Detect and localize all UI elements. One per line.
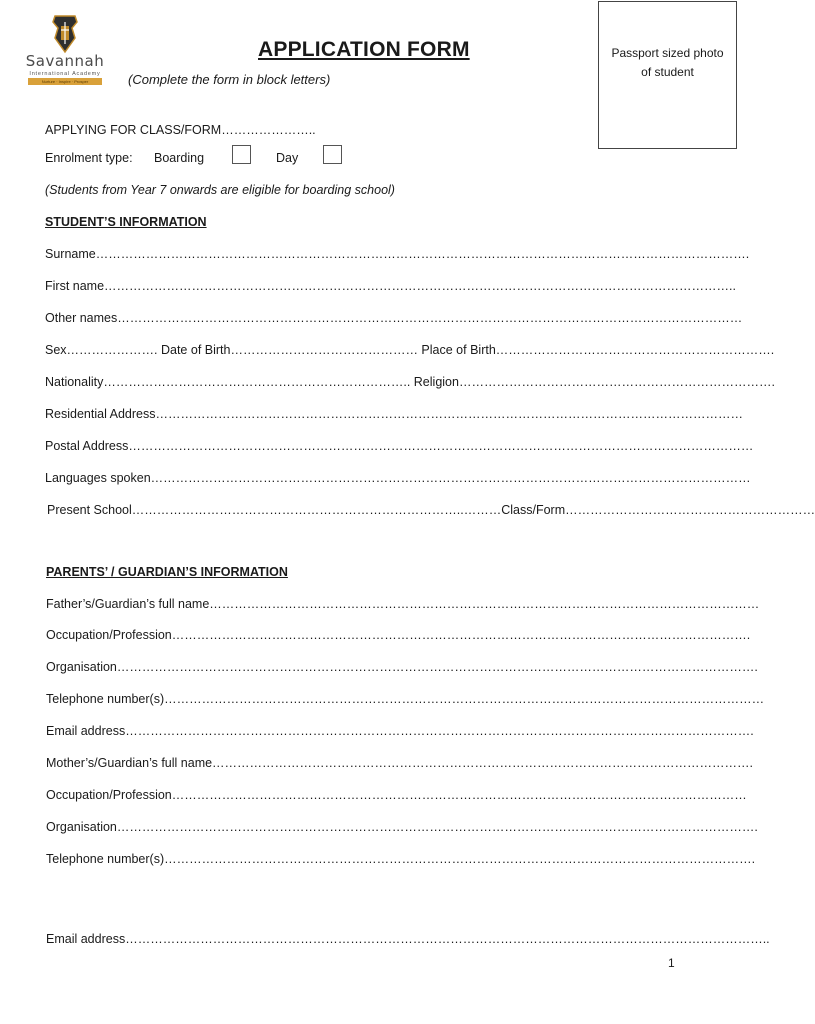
father-organisation-field[interactable]: Organisation………………………………………………………………………………………………………………………………………. (46, 660, 758, 674)
mother-telephone-field[interactable]: Telephone number(s)……………………………………………………………………………………………………………………………. (46, 852, 756, 866)
languages-field[interactable]: Languages spoken……………………………………………………………………………………………………………………………… (45, 471, 751, 485)
boarding-label: Boarding (154, 151, 205, 165)
photo-box-label-2: of student (641, 65, 694, 79)
residential-address-field[interactable]: Residential Address…………………………………………………………………………………………………………………………… (45, 407, 743, 421)
school-logo (20, 14, 110, 88)
mother-email-field[interactable]: Email address……………………………………………………………………………………………………………………………………….. (46, 932, 770, 946)
sex-dob-pob-field[interactable]: Sex…………………. Date of Birth……………………………………… Place of Birth…………………………………………………………. (45, 343, 775, 357)
father-telephone-field[interactable]: Telephone number(s)……………………………………………………………………………………………………………………………… (46, 692, 765, 706)
logo-wordmark: Savannah (25, 52, 105, 70)
student-info-heading: STUDENT’S INFORMATION (45, 215, 207, 229)
applying-class-field[interactable]: APPLYING FOR CLASS/FORM………………….. (45, 123, 316, 137)
mother-organisation-field[interactable]: Organisation………………………………………………………………………………………………………………………………………. (46, 820, 758, 834)
enrolment-type-label: Enrolment type: (45, 151, 133, 165)
page-title: APPLICATION FORM (258, 38, 470, 61)
other-names-field[interactable]: Other names…………………………………………………………………………………………………………………………………… (45, 311, 743, 325)
mother-occupation-field[interactable]: Occupation/Profession………………………………………………………………………………………………………………………… (46, 788, 747, 802)
father-email-field[interactable]: Email address……………………………………………………………………………………………………………………………………. (46, 724, 754, 738)
page-number: 1 (668, 956, 675, 970)
surname-field[interactable]: Surname…………………………………………………………………………………………………………………………………………. (45, 247, 750, 261)
photo-box-label-1: Passport sized photo (611, 46, 724, 60)
passport-photo-box (598, 1, 737, 149)
logo-subtitle: International Academy (29, 71, 101, 77)
day-label: Day (276, 151, 299, 165)
logo-band: Nurture · Inspire · Prosper (28, 78, 102, 85)
nationality-religion-field[interactable]: Nationality……………………………………………………………….. Religion…………………………………………………………………. (45, 375, 775, 389)
page-subtitle: (Complete the form in block letters) (128, 72, 331, 87)
present-school-field[interactable]: Present School……………………………………………………………………..………Class/Form…………………………………………………… (47, 503, 815, 517)
mother-name-field[interactable]: Mother’s/Guardian’s full name…………………………………………………………………………………………………………………. (46, 756, 754, 770)
parents-info-heading: PARENTS’ / GUARDIAN’S INFORMATION (46, 565, 288, 579)
father-name-field[interactable]: Father’s/Guardian’s full name…………………………………………………………………………………………………………………… (46, 597, 760, 611)
first-name-field[interactable]: First name…………………………………………………………………………………………………………………………………….. (45, 279, 736, 293)
boarding-checkbox[interactable] (232, 145, 251, 164)
boarding-note: (Students from Year 7 onwards are eligible for boarding school) (45, 183, 395, 197)
crest-icon (20, 14, 110, 54)
day-checkbox[interactable] (323, 145, 342, 164)
postal-address-field[interactable]: Postal Address…………………………………………………………………………………………………………………………………… (45, 439, 754, 453)
father-occupation-field[interactable]: Occupation/Profession…………………………………………………………………………………………………………………………. (46, 628, 751, 642)
